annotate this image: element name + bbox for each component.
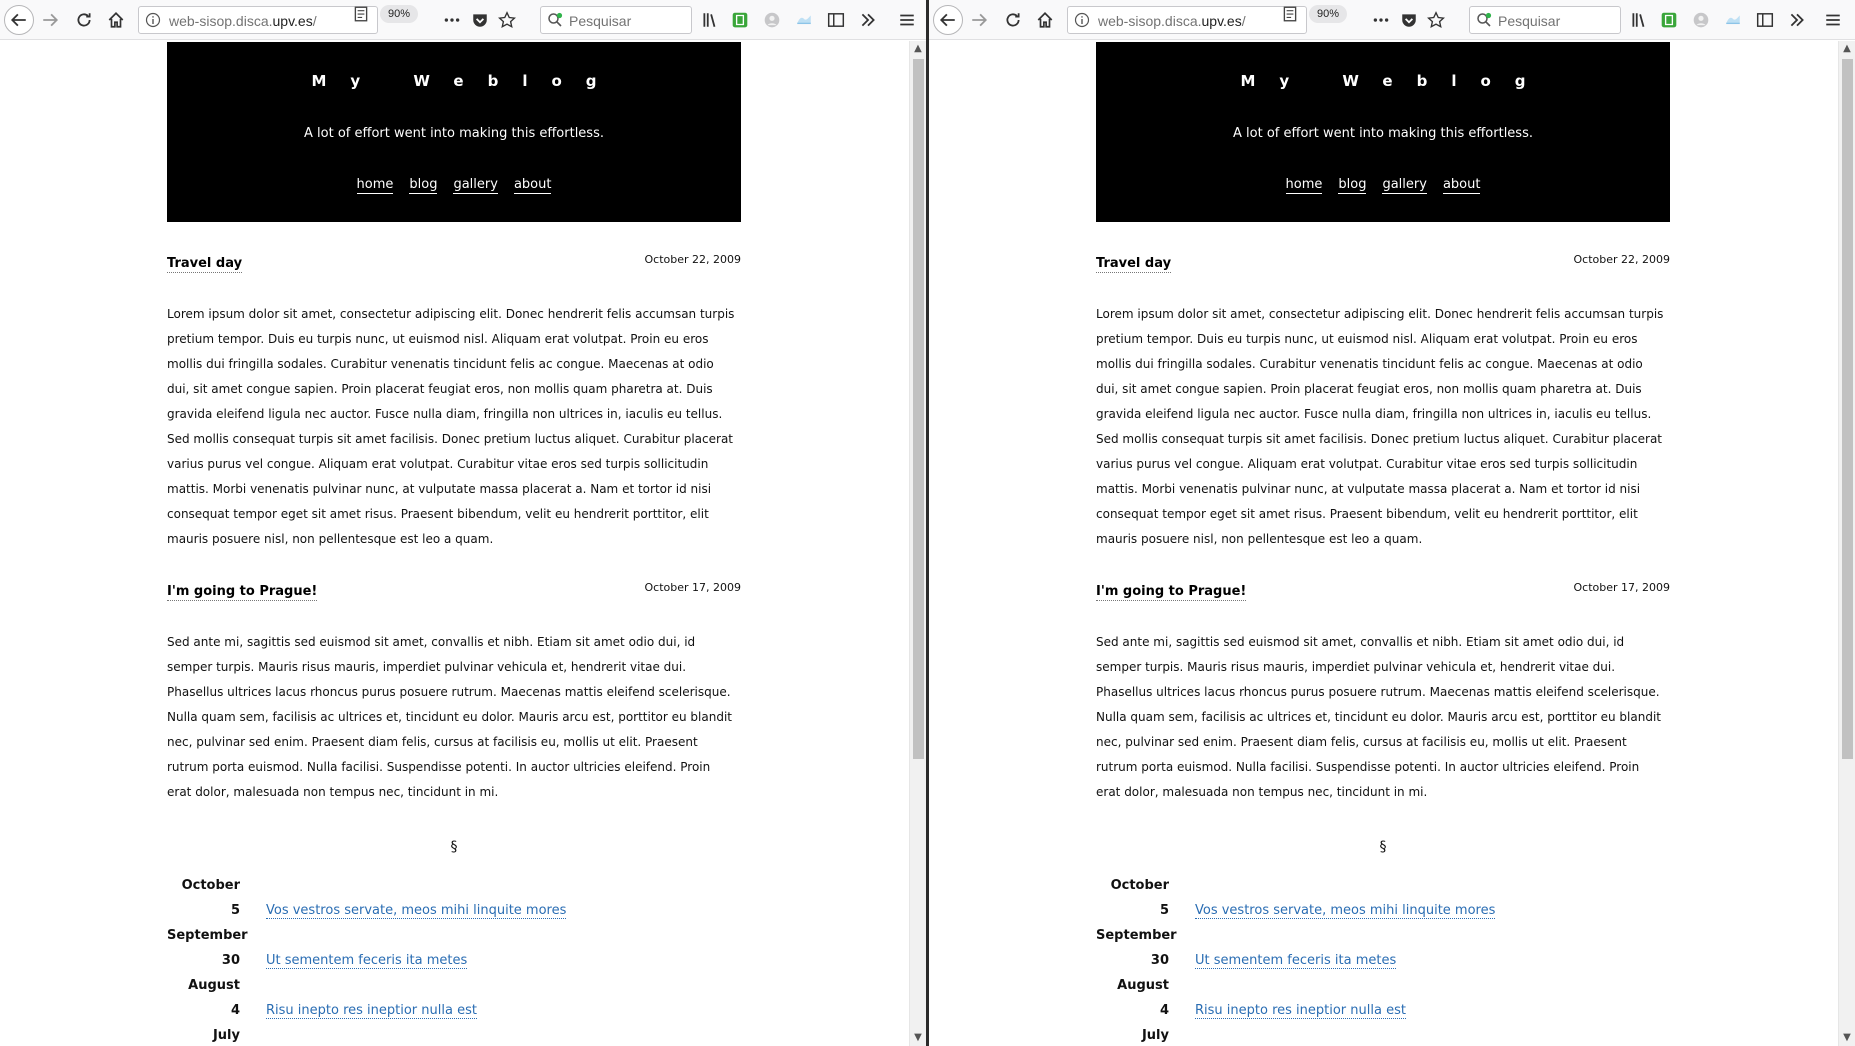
back-arrow-icon[interactable]	[4, 5, 34, 35]
post-date: October 22, 2009	[644, 253, 741, 266]
screenshot-icon[interactable]	[1719, 6, 1747, 34]
menu-icon[interactable]	[1819, 6, 1847, 34]
extension-icon[interactable]	[1655, 6, 1683, 34]
more-icon[interactable]	[438, 6, 466, 34]
post-travel-day	[167, 252, 741, 552]
reload-icon[interactable]	[70, 6, 98, 34]
post-body: Lorem ipsum dolor sit amet, consectetur adipiscing elit. Donec hendrerit felis accumsan turpis pretium tempor. Duis eu turpis nunc, ut euismod nisl. Aliquam erat volutpat. Proin eu eros mollis dui fringilla sodales. Curabitur venenatis tincidunt felis ac congue. Maecenas at odio dui, sit amet congue sapien. Proin placerat feugiat eros, non mollis quam pharetra at. Duis gravida eleifend ligula nec auctor. Fusce nulla diam, fringilla non ultrices in, iaculis eu tellus. Sed mollis consequat turpis sit amet facilisis. Donec pretium luctus aliquet. Curabitur placerat varius purus vel congue. Aliquam erat volutpat. Curabitur vitae eros sed turpis sollicitudin mattis. Morbi venenatis pulvinar nunc, at vulputate massa placerat a. Nam et tortor id nisi consequat tempor eget sit amet risus. Praesent bibendum, velit eu hendrerit porttitor, elit mauris posuere nisl, non pellentesque est leo a quam.	[1096, 307, 1664, 546]
post-date: October 17, 2009	[1573, 581, 1670, 594]
vertical-scrollbar[interactable]	[1838, 41, 1855, 1046]
nav-blog[interactable]: blog	[409, 177, 438, 192]
post-header	[1096, 252, 1670, 274]
url-prefix: web-sisop.disca.	[1098, 13, 1202, 29]
nav-about[interactable]: about	[513, 177, 552, 192]
info-icon[interactable]	[145, 12, 161, 28]
screenshot-icon[interactable]	[790, 6, 818, 34]
vertical-scrollbar[interactable]	[909, 41, 926, 1046]
archive-month: October	[1110, 878, 1169, 893]
search-placeholder: Pesquisar	[569, 13, 632, 29]
post-body: Lorem ipsum dolor sit amet, consectetur adipiscing elit. Donec hendrerit felis accumsan turpis pretium tempor. Duis eu turpis nunc, ut euismod nisl. Aliquam erat volutpat. Proin eu eros mollis dui fringilla sodales. Curabitur venenatis tincidunt felis ac congue. Maecenas at odio dui, sit amet congue sapien. Proin placerat feugiat eros, non mollis quam pharetra at. Duis gravida eleifend ligula nec auctor. Fusce nulla diam, fringilla non ultrices in, iaculis eu tellus. Sed mollis consequat turpis sit amet facilisis. Donec pretium luctus aliquet. Curabitur placerat varius purus vel congue. Aliquam erat volutpat. Curabitur vitae eros sed turpis sollicitudin mattis. Morbi venenatis pulvinar nunc, at vulputate massa placerat a. Nam et tortor id nisi consequat tempor eget sit amet risus. Praesent bibendum, velit eu hendrerit porttitor, elit mauris posuere nisl, non pellentesque est leo a quam.	[167, 307, 735, 546]
scroll-down-icon[interactable]: ▼	[1843, 1032, 1851, 1043]
nav-home[interactable]: home	[1285, 177, 1323, 192]
archive-link[interactable]: Risu inepto res ineptior nulla est	[266, 1003, 477, 1018]
scroll-thumb[interactable]	[913, 59, 924, 759]
search-bar[interactable]	[1469, 6, 1621, 34]
post-date: October 17, 2009	[644, 581, 741, 594]
back-arrow-icon[interactable]	[933, 5, 963, 35]
url-domain: upv.es	[1201, 13, 1242, 29]
nav-blog[interactable]: blog	[1338, 177, 1367, 192]
site-nav	[1096, 177, 1670, 192]
blog-page	[1096, 42, 1670, 855]
nav-gallery[interactable]: gallery	[453, 177, 498, 192]
scroll-down-icon[interactable]: ▼	[914, 1032, 922, 1043]
archive-month: October	[181, 878, 240, 893]
archive-link[interactable]: Risu inepto res ineptior nulla est	[1195, 1003, 1406, 1018]
home-icon[interactable]	[102, 6, 130, 34]
archive-month: September	[167, 928, 248, 943]
url-suffix: /	[312, 13, 317, 29]
scroll-up-icon[interactable]: ▲	[914, 43, 922, 54]
reload-icon[interactable]	[999, 6, 1027, 34]
nav-gallery[interactable]: gallery	[1382, 177, 1427, 192]
post-title[interactable]: Travel day	[167, 256, 243, 271]
site-tagline: A lot of effort went into making this effortless.	[1233, 126, 1533, 141]
more-icon[interactable]	[1367, 6, 1395, 34]
library-icon[interactable]	[696, 6, 724, 34]
archive-day: 4	[230, 1003, 240, 1018]
post-header	[167, 580, 741, 602]
browser-toolbar	[0, 0, 928, 40]
archive-month: July	[1141, 1028, 1169, 1043]
archive-day: 4	[1159, 1003, 1169, 1018]
archive-month: July	[212, 1028, 240, 1043]
archive-month: August	[188, 978, 240, 993]
post-prague	[167, 580, 741, 805]
menu-icon[interactable]	[893, 6, 921, 34]
post-title[interactable]: I'm going to Prague!	[167, 584, 318, 599]
search-placeholder: Pesquisar	[1498, 13, 1561, 29]
reader-view-icon[interactable]	[352, 5, 370, 23]
site-header	[167, 42, 741, 222]
archive-link[interactable]: Vos vestros servate, meos mihi linquite mores	[1195, 903, 1496, 918]
site-nav	[167, 177, 741, 192]
browser-window-right	[929, 0, 1855, 1046]
url-bar[interactable]	[1067, 6, 1307, 34]
extension-icon[interactable]	[726, 6, 754, 34]
scroll-up-icon[interactable]: ▲	[1843, 43, 1851, 54]
overflow-icon[interactable]	[854, 6, 882, 34]
archive-month: August	[1117, 978, 1169, 993]
sync-icon[interactable]	[758, 6, 786, 34]
bookmark-star-icon[interactable]	[1422, 6, 1450, 34]
info-icon[interactable]	[1074, 12, 1090, 28]
site-tagline: A lot of effort went into making this effortless.	[304, 126, 604, 141]
pocket-icon[interactable]	[1395, 6, 1423, 34]
forward-arrow-icon[interactable]	[36, 6, 64, 34]
sidebar-icon[interactable]	[1751, 6, 1779, 34]
url-text[interactable]	[1098, 13, 1278, 29]
home-icon[interactable]	[1031, 6, 1059, 34]
search-icon	[547, 12, 563, 28]
section-divider: §	[450, 839, 458, 855]
zoom-indicator[interactable]: 90%	[380, 5, 418, 23]
library-icon[interactable]	[1625, 6, 1653, 34]
url-text[interactable]	[169, 13, 349, 29]
url-domain: upv.es	[272, 13, 313, 29]
archive-month: September	[1096, 928, 1177, 943]
archive-day: 30	[1150, 953, 1169, 968]
archive-day: 5	[230, 903, 240, 918]
url-bar[interactable]	[138, 6, 378, 34]
nav-about[interactable]: about	[1442, 177, 1481, 192]
post-body: Sed ante mi, sagittis sed euismod sit amet, convallis et nibh. Etiam sit amet odio dui, id semper turpis. Mauris risus mauris, imperdiet pulvinar vehicula et, hendrerit vitae dui. Phasellus ultrices lacus rhoncus purus posuere rutrum. Maecenas mattis eleifend scelerisque. Nulla quam sem, facilisis ac ultrices et, tincidunt eu dolor. Mauris arcu est, porttitor eu blandit nec, pulvinar sed enim. Praesent diam felis, cursus at facilisis eu, mollis ut elit. Praesent rutrum porta euismod. Nulla facilisi. Suspendisse potenti. In auctor ultricies eleifend. Proin erat dolor, malesuada non tempus nec, tincidunt in mi.	[167, 635, 733, 799]
archive-link[interactable]: Ut sementem feceris ita metes	[266, 953, 468, 968]
zoom-indicator[interactable]: 90%	[1309, 5, 1347, 23]
search-icon	[1476, 12, 1492, 28]
bookmark-star-icon[interactable]	[493, 6, 521, 34]
scroll-thumb[interactable]	[1842, 59, 1853, 759]
post-travel-day	[1096, 252, 1670, 552]
overflow-icon[interactable]	[1783, 6, 1811, 34]
post-date: October 22, 2009	[1573, 253, 1670, 266]
post-prague	[1096, 580, 1670, 805]
blog-page	[167, 42, 741, 855]
archive-day: 5	[1159, 903, 1169, 918]
post-title[interactable]: I'm going to Prague!	[1096, 584, 1247, 599]
site-title: My Weblog	[311, 72, 621, 90]
site-header	[1096, 42, 1670, 222]
reader-view-icon[interactable]	[1281, 5, 1299, 23]
archive-link[interactable]: Ut sementem feceris ita metes	[1195, 953, 1397, 968]
archive-link[interactable]: Vos vestros servate, meos mihi linquite mores	[266, 903, 567, 918]
url-prefix: web-sisop.disca.	[169, 13, 273, 29]
sidebar-icon[interactable]	[822, 6, 850, 34]
post-header	[1096, 580, 1670, 602]
search-bar[interactable]	[540, 6, 692, 34]
url-suffix: /	[1241, 13, 1246, 29]
post-header	[167, 252, 741, 274]
post-body: Sed ante mi, sagittis sed euismod sit amet, convallis et nibh. Etiam sit amet odio dui, id semper turpis. Mauris risus mauris, imperdiet pulvinar vehicula et, hendrerit vitae dui. Phasellus ultrices lacus rhoncus purus posuere rutrum. Maecenas mattis eleifend scelerisque. Nulla quam sem, facilisis ac ultrices et, tincidunt eu dolor. Mauris arcu est, porttitor eu blandit nec, pulvinar sed enim. Praesent diam felis, cursus at facilisis eu, mollis ut elit. Praesent rutrum porta euismod. Nulla facilisi. Suspendisse potenti. In auctor ultricies eleifend. Proin erat dolor, malesuada non tempus nec, tincidunt in mi.	[1096, 635, 1662, 799]
browser-toolbar	[929, 0, 1855, 40]
sync-icon[interactable]	[1687, 6, 1715, 34]
pocket-icon[interactable]	[466, 6, 494, 34]
post-title[interactable]: Travel day	[1096, 256, 1172, 271]
section-divider: §	[1379, 839, 1387, 855]
archive-day: 30	[221, 953, 240, 968]
site-title: My Weblog	[1240, 72, 1550, 90]
nav-home[interactable]: home	[356, 177, 394, 192]
forward-arrow-icon[interactable]	[965, 6, 993, 34]
